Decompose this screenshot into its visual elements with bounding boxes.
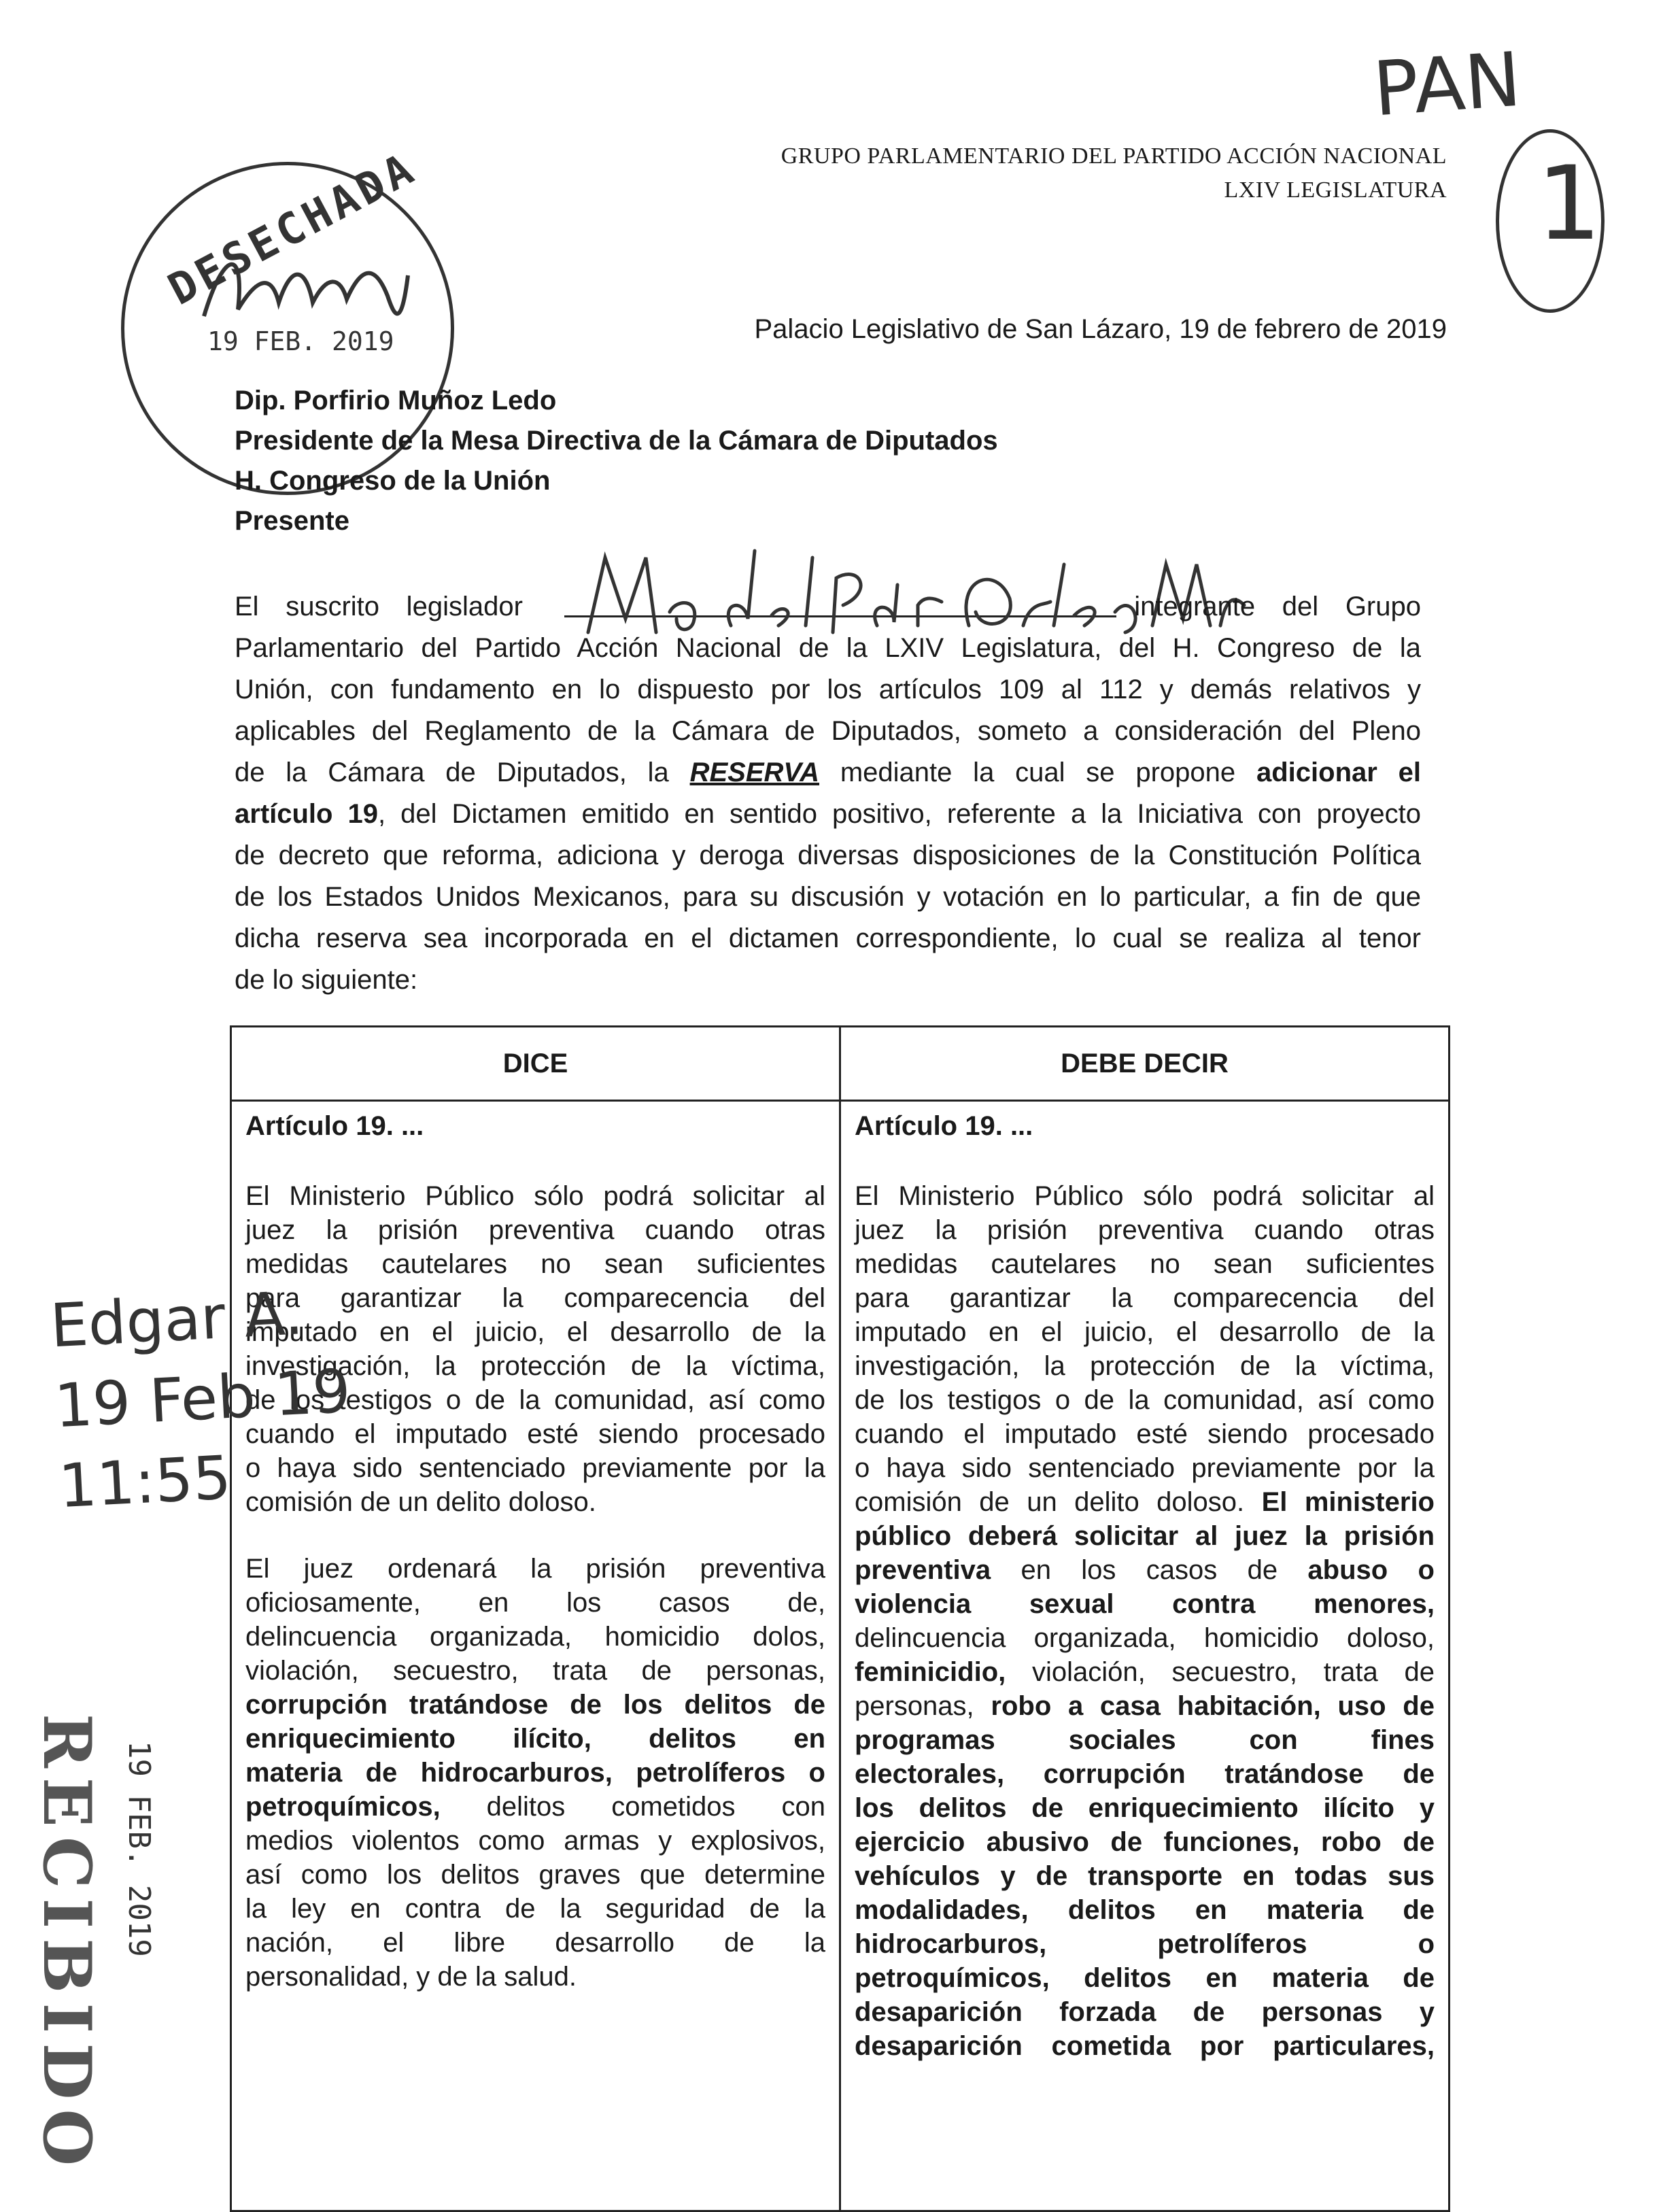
debe-decir-bold-text: robo a casa habitación, uso de bbox=[991, 1691, 1435, 1721]
debe-decir-bold-text: petroquímicos, delitos en materia de bbox=[855, 1963, 1435, 1993]
body-line-2: Parlamentario del Partido Acción Nacional de la LXIV Legislatura, del H. Congreso de la bbox=[235, 633, 1421, 663]
debe-decir-text: cuando el imputado esté siendo procesado bbox=[855, 1419, 1435, 1449]
debe-decir-bold-text: violencia sexual contra menores, bbox=[855, 1589, 1435, 1619]
debe-decir-bold-text: modalidades, delitos en materia de bbox=[855, 1895, 1435, 1925]
recibido-stamp-date: 19 FEB. 2019 bbox=[122, 1741, 156, 1957]
column-header-dice: DICE bbox=[231, 1027, 840, 1101]
debe-decir-line bbox=[855, 1383, 1435, 1417]
body-text: , del Dictamen emitido en sentido positivo, referente a la Iniciativa con proyecto bbox=[378, 799, 1422, 829]
article-heading: Artículo 19. ... bbox=[245, 1111, 424, 1141]
dice-line: medios violentos como armas y explosivos, bbox=[245, 1826, 825, 1856]
dice-line: enriquecimiento ilícito, delitos en bbox=[245, 1724, 825, 1754]
body-line-1 bbox=[235, 586, 1421, 628]
debe-decir-text: para garantizar la comparecencia del bbox=[855, 1283, 1435, 1313]
recipient-institution: H. Congreso de la Unión bbox=[235, 466, 551, 496]
dice-line: oficiosamente, en los casos de, bbox=[245, 1588, 825, 1618]
dice-line: comisión de un delito doloso. bbox=[245, 1487, 596, 1517]
body-line-8: de los Estados Unidos Mexicanos, para su discusión y votación en lo particular, a fin de que bbox=[235, 882, 1421, 912]
body-line-9: dicha reserva sea incorporada en el dictamen correspondiente, lo cual se realiza al tenor bbox=[235, 923, 1421, 953]
document-header bbox=[781, 139, 1447, 207]
debe-decir-bold-text: desaparición cometida por particulares, bbox=[855, 2031, 1435, 2061]
debe-decir-bold-text: ejercicio abusivo de funciones, robo de bbox=[855, 1827, 1435, 1857]
debe-decir-text: violación, secuestro, trata de bbox=[1031, 1657, 1435, 1687]
debe-decir-bold-text: El ministerio bbox=[1261, 1487, 1435, 1517]
dice-line: El juez ordenará la prisión preventiva bbox=[245, 1554, 825, 1584]
debe-decir-bold-text: hidrocarburos, petrolíferos o bbox=[855, 1929, 1435, 1959]
debe-decir-text: delincuencia organizada, homicidio doloso, bbox=[855, 1623, 1435, 1653]
recipient-role: Presidente de la Mesa Directiva de la Cámara de Diputados bbox=[235, 426, 998, 456]
debe-decir-bold-text: preventiva bbox=[855, 1555, 991, 1585]
debe-decir-text: investigación, la protección de la víctima, bbox=[855, 1351, 1435, 1381]
debe-decir-line bbox=[855, 1961, 1435, 1995]
dice-line: medidas cautelares no sean suficientes bbox=[245, 1249, 825, 1279]
recipient-closing: Presente bbox=[235, 506, 349, 536]
debe-decir-line bbox=[855, 1893, 1435, 1927]
body-line-4: aplicables del Reglamento de la Cámara de Diputados, someto a consideración del Pleno bbox=[235, 716, 1421, 746]
dice-line: petroquímicos, delitos cometidos con bbox=[245, 1792, 825, 1822]
debe-decir-line bbox=[855, 1825, 1435, 1859]
debe-decir-line bbox=[855, 1179, 1435, 1213]
debe-decir-bold-text: programas sociales con fines bbox=[855, 1725, 1435, 1755]
debe-decir-line bbox=[855, 1859, 1435, 1893]
debe-decir-text: imputado en el juicio, el desarrollo de la bbox=[855, 1317, 1435, 1347]
handwritten-party-mark: PAN bbox=[1370, 35, 1524, 133]
cell-dice bbox=[231, 1101, 840, 2211]
dice-line: de los testigos o de la comunidad, así como bbox=[245, 1385, 825, 1415]
dice-line: personalidad, y de la salud. bbox=[245, 1962, 577, 1992]
cell-debe-decir bbox=[840, 1101, 1450, 2211]
desechada-stamp-word: DESECHADA bbox=[160, 143, 425, 316]
debe-decir-text: juez la prisión preventiva cuando otras bbox=[855, 1215, 1435, 1245]
debe-decir-text: medidas cautelares no sean suficientes bbox=[855, 1249, 1435, 1279]
debe-decir-line bbox=[855, 1213, 1435, 1247]
debe-decir-line bbox=[855, 1621, 1435, 1655]
dice-line: materia de hidrocarburos, petrolíferos o bbox=[245, 1758, 825, 1788]
debe-decir-line bbox=[855, 1587, 1435, 1621]
legislature-name: LXIV LEGISLATURA bbox=[1224, 177, 1447, 203]
table-header-row bbox=[231, 1027, 1450, 1101]
column-header-debe-decir: DEBE DECIR bbox=[840, 1027, 1450, 1101]
body-text: integrante del Grupo bbox=[1134, 592, 1421, 622]
debe-decir-text bbox=[855, 1179, 1435, 2063]
body-paragraph bbox=[235, 586, 1421, 1001]
body-text: El suscrito legislador bbox=[235, 592, 523, 622]
debe-decir-line bbox=[855, 1655, 1435, 1689]
debe-decir-line bbox=[855, 1689, 1435, 1723]
debe-decir-bold-text: desaparición forzada de personas y bbox=[855, 1997, 1435, 2027]
body-line-7: de decreto que reforma, adiciona y deroga diversas disposiciones de la Constitución Política bbox=[235, 840, 1421, 870]
desechada-stamp-date: 19 FEB. 2019 bbox=[207, 326, 394, 356]
margin-note-line: Edgar A. bbox=[48, 1278, 305, 1361]
body-line-3: Unión, con fundamento en lo dispuesto por los artículos 109 al 112 y demás relativos y bbox=[235, 675, 1421, 704]
dice-line: para garantizar la comparecencia del bbox=[245, 1283, 825, 1313]
debe-decir-bold-text: feminicidio, bbox=[855, 1657, 1006, 1687]
dice-line: así como los delitos graves que determine bbox=[245, 1860, 825, 1890]
debe-decir-line bbox=[855, 1451, 1435, 1485]
debe-decir-line bbox=[855, 1281, 1435, 1315]
debe-decir-bold-text: los delitos de enriquecimiento ilícito y bbox=[855, 1793, 1435, 1823]
dice-line: nación, el libre desarrollo de la bbox=[245, 1928, 825, 1958]
debe-decir-text: personas, bbox=[855, 1691, 974, 1721]
debe-decir-line bbox=[855, 2029, 1435, 2063]
debe-decir-line bbox=[855, 1349, 1435, 1383]
dice-line: violación, secuestro, trata de personas, bbox=[245, 1656, 825, 1686]
recipient-block bbox=[235, 381, 998, 541]
debe-decir-line bbox=[855, 1247, 1435, 1281]
debe-decir-text: comisión de un delito doloso. bbox=[855, 1487, 1245, 1517]
debe-decir-bold-text: público deberá solicitar al juez la prisión bbox=[855, 1521, 1435, 1551]
comparison-table bbox=[230, 1025, 1450, 2212]
debe-decir-line bbox=[855, 1757, 1435, 1791]
dice-line: cuando el imputado esté siendo procesado bbox=[245, 1419, 825, 1449]
body-text: de la Cámara de Diputados, la bbox=[235, 758, 669, 787]
debe-decir-line bbox=[855, 1553, 1435, 1587]
dice-line: la ley en contra de la seguridad de la bbox=[245, 1894, 825, 1924]
party-group-name: GRUPO PARLAMENTARIO DEL PARTIDO ACCIÓN NACIONAL bbox=[781, 143, 1447, 169]
table-row bbox=[231, 1101, 1450, 2211]
debe-decir-line bbox=[855, 1723, 1435, 1757]
place-and-date: Palacio Legislativo de San Lázaro, 19 de febrero de 2019 bbox=[754, 314, 1447, 344]
body-line-6 bbox=[235, 794, 1421, 835]
recipient-name: Dip. Porfirio Muñoz Ledo bbox=[235, 386, 557, 415]
circled-number-text: 1 bbox=[1537, 145, 1602, 263]
article-heading: Artículo 19. ... bbox=[855, 1111, 1033, 1141]
margin-handwritten-note bbox=[48, 1271, 357, 1527]
debe-decir-text: El Ministerio Público sólo podrá solicitar al bbox=[855, 1181, 1435, 1211]
body-text: mediante la cual se propone bbox=[840, 758, 1236, 787]
margin-note-line: 19 Feb 19 bbox=[52, 1355, 353, 1442]
dice-line bbox=[245, 1519, 825, 1552]
dice-line: corrupción tratándose de los delitos de bbox=[245, 1690, 825, 1720]
debe-decir-line bbox=[855, 1927, 1435, 1961]
dice-line: investigación, la protección de la víctima, bbox=[245, 1351, 825, 1381]
dice-line: o haya sido sentenciado previamente por la bbox=[245, 1453, 825, 1483]
debe-decir-text: o haya sido sentenciado previamente por la bbox=[855, 1453, 1435, 1483]
debe-decir-bold-text: vehículos y de transporte en todas sus bbox=[855, 1861, 1435, 1891]
dice-line: El Ministerio Público sólo podrá solicitar al bbox=[245, 1181, 825, 1211]
debe-decir-line bbox=[855, 1485, 1435, 1519]
debe-decir-line bbox=[855, 1995, 1435, 2029]
debe-decir-line bbox=[855, 1315, 1435, 1349]
margin-note-line: 11:55 bbox=[56, 1442, 233, 1522]
dice-line: delincuencia organizada, homicidio dolos, bbox=[245, 1622, 825, 1652]
debe-decir-bold-text: electorales, corrupción tratándose de bbox=[855, 1759, 1435, 1789]
debe-decir-line bbox=[855, 1417, 1435, 1451]
debe-decir-text: en los casos de bbox=[1021, 1555, 1278, 1585]
debe-decir-line bbox=[855, 1791, 1435, 1825]
body-bold-text: adicionar el bbox=[1256, 758, 1421, 787]
dice-line: juez la prisión preventiva cuando otras bbox=[245, 1215, 825, 1245]
debe-decir-text: de los testigos o de la comunidad, así como bbox=[855, 1385, 1435, 1415]
body-line-5 bbox=[235, 752, 1421, 794]
body-bold-text: artículo 19 bbox=[235, 799, 378, 829]
reserva-emphasis: RESERVA bbox=[689, 758, 820, 787]
body-line-10: de lo siguiente: bbox=[235, 965, 418, 995]
recibido-stamp-word: RECIBIDO bbox=[29, 1714, 105, 2176]
debe-decir-line bbox=[855, 1519, 1435, 1553]
debe-decir-bold-text: abuso o bbox=[1307, 1555, 1435, 1585]
dice-line: imputado en el juicio, el desarrollo de la bbox=[245, 1317, 825, 1347]
handwritten-circled-number bbox=[1496, 129, 1605, 313]
